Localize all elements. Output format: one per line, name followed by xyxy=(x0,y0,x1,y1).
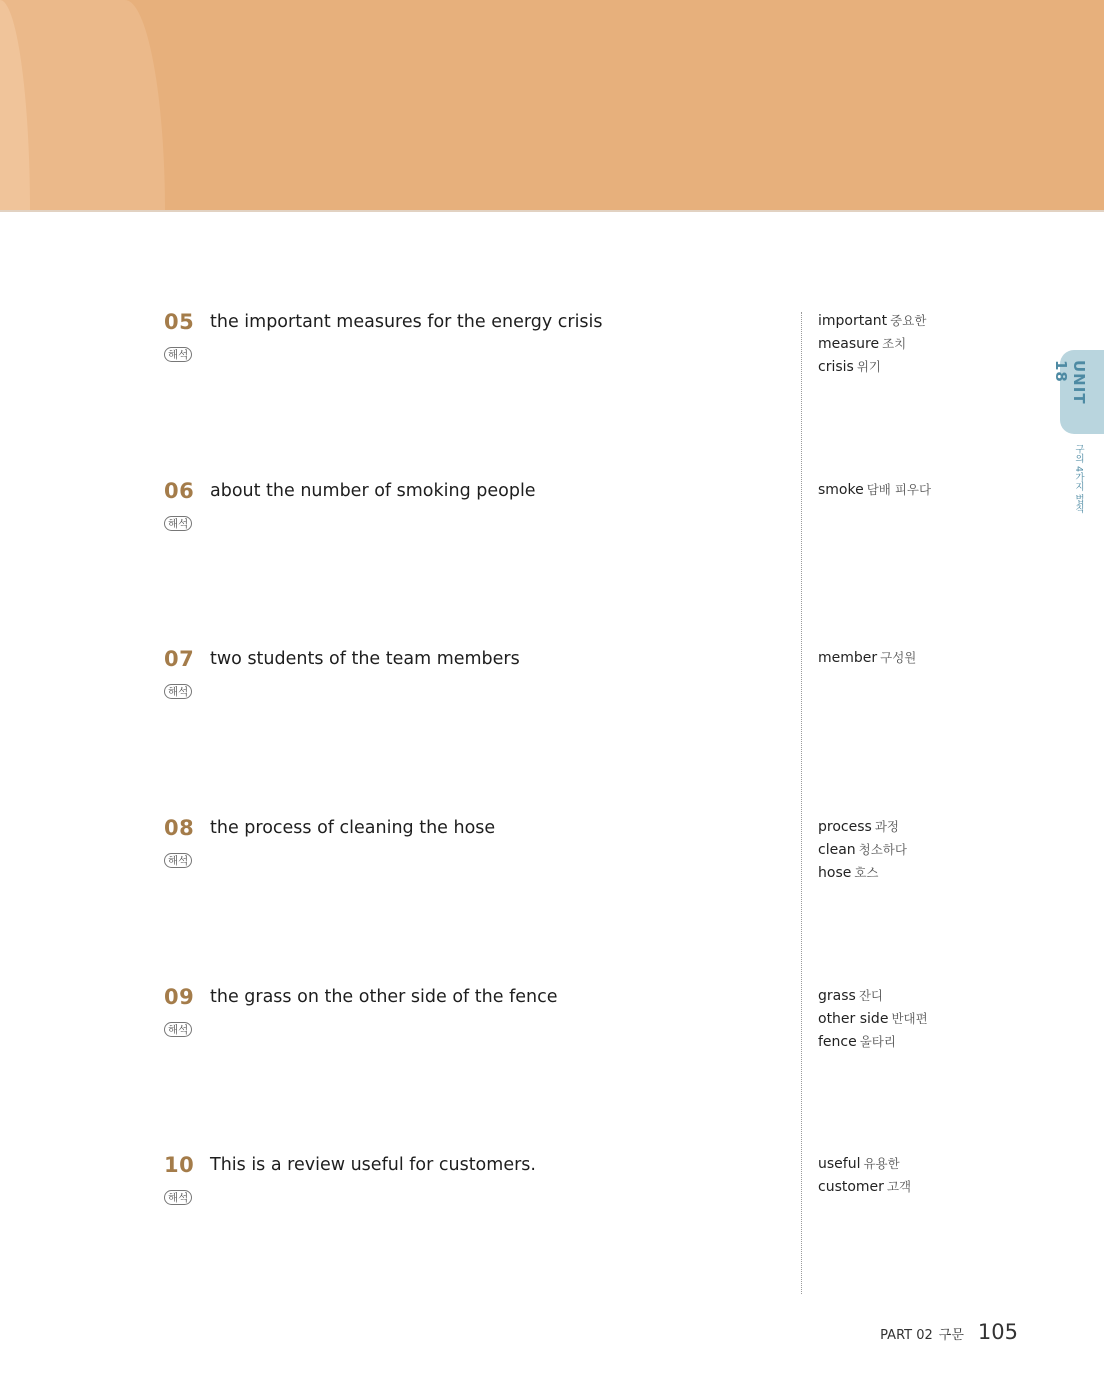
problem-phrase: two students of the team members xyxy=(210,649,520,669)
header-band xyxy=(0,0,1104,212)
vocab-meaning: 청소하다 xyxy=(858,842,907,857)
vocab-word: smoke xyxy=(818,482,864,498)
translation-tag: 해석 xyxy=(164,684,192,699)
vocab-meaning: 잔디 xyxy=(858,988,883,1003)
vocab-group-10 xyxy=(818,1153,1018,1199)
vocab-group-06 xyxy=(818,479,1018,502)
problem-number: 05 xyxy=(164,310,195,334)
unit-label: UNIT 18 xyxy=(1052,360,1088,405)
problem-number: 09 xyxy=(164,985,195,1009)
vocab-word: grass xyxy=(818,988,856,1004)
vocab-item xyxy=(818,333,1018,356)
unit-tab xyxy=(1052,350,1104,434)
vocab-item xyxy=(818,985,1018,1008)
footer-part: PART 02 xyxy=(880,1328,933,1343)
vocab-group-09 xyxy=(818,985,1018,1054)
page-number: 105 xyxy=(977,1320,1018,1344)
vocab-item xyxy=(818,1008,1018,1031)
problem-phrase: This is a review useful for customers. xyxy=(210,1155,536,1175)
problem-number: 06 xyxy=(164,479,195,503)
problem-phrase: the important measures for the energy crisis xyxy=(210,312,603,332)
vocab-word: clean xyxy=(818,842,856,858)
problem-number: 08 xyxy=(164,816,195,840)
header-rule xyxy=(0,210,1104,212)
vocab-word: crisis xyxy=(818,359,854,375)
unit-topic: 구의 4가지 법칙 xyxy=(1073,444,1084,514)
vocab-item xyxy=(818,1176,1018,1199)
vocab-meaning: 구성원 xyxy=(880,650,917,665)
vocab-word: hose xyxy=(818,865,852,881)
vocab-word: useful xyxy=(818,1156,861,1172)
vocab-group-08 xyxy=(818,816,1018,885)
translation-tag: 해석 xyxy=(164,347,192,362)
vocab-item xyxy=(818,647,1018,670)
vocab-meaning: 호스 xyxy=(854,865,879,880)
vocab-meaning: 과정 xyxy=(874,819,899,834)
vocab-word: fence xyxy=(818,1034,857,1050)
vocab-word: member xyxy=(818,650,878,666)
vocab-meaning: 중요한 xyxy=(890,313,927,328)
translation-tag: 해석 xyxy=(164,516,192,531)
vocab-word: process xyxy=(818,819,872,835)
vocab-item xyxy=(818,1153,1018,1176)
translation-tag: 해석 xyxy=(164,853,192,868)
vocab-word: customer xyxy=(818,1179,884,1195)
vocab-meaning: 담배 피우다 xyxy=(866,482,932,497)
vocab-word: important xyxy=(818,313,888,329)
translation-tag: 해석 xyxy=(164,1190,192,1205)
vocab-item xyxy=(818,356,1018,379)
vocab-meaning: 울타리 xyxy=(859,1034,896,1049)
vocab-word: other side xyxy=(818,1011,889,1027)
problem-number: 10 xyxy=(164,1153,195,1177)
translation-tag: 해석 xyxy=(164,1022,192,1037)
vocab-item xyxy=(818,479,1018,502)
problem-phrase: the grass on the other side of the fence xyxy=(210,987,558,1007)
page-footer xyxy=(880,1320,1018,1350)
vocab-group-05 xyxy=(818,310,1018,379)
problem-number: 07 xyxy=(164,647,195,671)
vocab-item xyxy=(818,862,1018,885)
vocab-item xyxy=(818,839,1018,862)
vocab-meaning: 반대편 xyxy=(891,1011,928,1026)
problem-phrase: about the number of smoking people xyxy=(210,481,536,501)
vocab-word: measure xyxy=(818,336,880,352)
vocab-divider xyxy=(801,312,802,1294)
vocab-group-07 xyxy=(818,647,1018,670)
vocab-meaning: 위기 xyxy=(856,359,881,374)
vocab-meaning: 조치 xyxy=(882,336,907,351)
vocab-item xyxy=(818,816,1018,839)
vocab-item xyxy=(818,310,1018,333)
problem-phrase: the process of cleaning the hose xyxy=(210,818,496,838)
footer-section: 구문 xyxy=(938,1328,964,1343)
vocab-meaning: 유용한 xyxy=(863,1156,900,1171)
vocab-item xyxy=(818,1031,1018,1054)
vocab-meaning: 고객 xyxy=(886,1179,912,1194)
